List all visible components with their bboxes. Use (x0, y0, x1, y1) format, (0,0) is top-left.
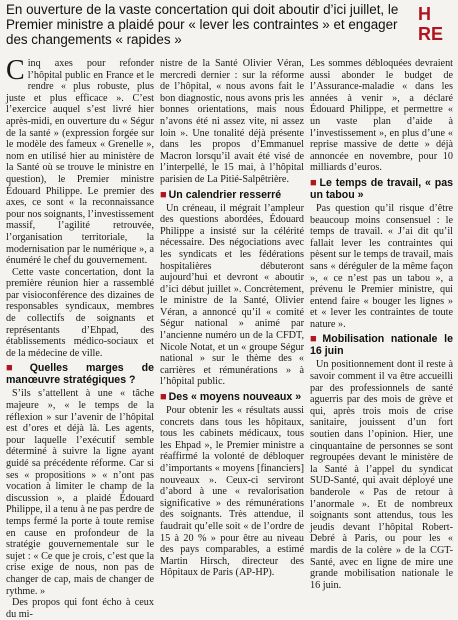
column-3 (310, 58, 453, 591)
subheading-text: Quelles marges de manœuvre stratégiques ? (6, 362, 154, 387)
article-body (4, 55, 453, 620)
side-headline-fragment (418, 4, 458, 44)
subheading (160, 189, 304, 201)
paragraph: Les sommes débloquées devraient aussi abonder le budget de l’Assurance-maladie « dans les années à venir », a déclaré Édouard Philippe, et permettre « un vaste plan d’aide à l’investissement », en plus d’une « reprise massive de dette » déjà annoncée en novembre, pour 10 milliards d’euros. (310, 58, 453, 174)
drop-cap: C (6, 55, 25, 86)
subheading (6, 362, 154, 386)
subheading-text: Des « moyens nouveaux » (168, 391, 302, 404)
paragraph: Des propos qui font écho à ceux du mi- (6, 597, 154, 620)
subheading-text: Mobilisation nationale le 16 juin (310, 333, 453, 358)
paragraph: Un créneau, il mégrait l’ampleur des questions abordées, Édouard Philippe a insisté sur la célérité nécessaire. Des négociations avec les syndicats et les fédérations hospitalières débuteront aujourd’hui et devront « aboutir d’ici début juillet ». Concrètement, le ministre de la Santé, Olivier Véran, a annoncé qu’il « comité Ségur national » animé par l’ancienne numéro un de la CFDT, Nicole Notat, et un « groupe Ségur national » sur le thème des « carrières et rémunérations » à l’hôpital public. (160, 202, 304, 388)
bullet-icon: ■ (6, 362, 28, 375)
article-headline: En ouverture de la vaste concertation qui doit aboutir d’ici juillet, le Premier ministre a plaidé pour « lever les contraintes » et engager des changements « rapides » (6, 2, 399, 48)
paragraph: Cette vaste concertation, dont la première réunion hier a rassemblé par visioconférence des dizaines de responsables syndicaux, membres de collectifs de soignants et représentants d’Ehpad, des établissements médico-sociaux et de la médecine de ville. (6, 266, 154, 359)
paragraph: Pas question qu’il risque d’être beaucoup moins consensuel : le temps de travail. « J’ai dit qu’il fallait lever les contraintes qui pèsent sur le temps de travail, mais sans « déréguler de la même façon », « ce n’est pas un tabou », a prévenu le Premier ministre, qui entend faire « bouger les lignes » et « lever les contraintes de toute nature ». (310, 202, 453, 330)
bullet-icon: ■ (160, 188, 167, 201)
bullet-icon: ■ (160, 391, 167, 404)
subheading (160, 391, 304, 403)
bullet-icon: ■ (310, 176, 318, 189)
subheading-text: Le temps de travail, « pas un tabou » (310, 176, 453, 201)
paragraph: S’ils s’attellent à une « tâche majeure », « le temps de la réflexion » sur l’avenir de l’hôpital est d’ores et déjà là. Les agents, pour laquelle l’exécutif semble déterminé à suivre la ligne ayant guidé sa précédente réforme. Car si ses « propositions » « n’ont pas vocation à limiter le champ de la discussion », a plaidé Édouard Philippe, il a tenu à ne pas perdre de temps fermé la porte à toute remise en cause en profondeur de la stratégie gouvernementale sur le sujet : « Ce que je crois, c’est que la crise exige de nous, non pas de changer de cap, mais de changer de rythme. » (6, 388, 154, 597)
paragraph: Un positionnement dont il reste à savoir comment il va être accueilli par des professionnels de santé aguerris par des mois de grève et qui, après trois mois de crise sanitaire, jouissent d’un fort soutien dans l’opinion. Hier, une cinquantaine de personnes se sont regroupées devant le ministère de la Santé à l’appel du syndicat SUD-Santé, qui avait déployé une banderole « Pas de retour à l’anormale ». Et de nombreux soignants sont attendus, tous les jeudis devant l’hôpital Robert-Debré à Paris, ou pour les « mardis de la colère » de la CGT-Santé, avec en ligne de mire une grande mobilisation nationale le 16 juin. (310, 359, 453, 591)
column-2 (160, 58, 304, 579)
paragraph: nistre de la Santé Olivier Véran, mercredi dernier : sur la réforme de l’hôpital, « nous avons fait le bon diagnostic, nous avons pris les bonnes orientations, mais nous n’avons été ni assez vite, ni assez loin ». Une tonalité déjà présente dans les propos d’Emmanuel Macron lorsqu’il avait été visé de l’interpellé, le 15 mai, à l’hôpital parisien de La Pitié-Salpêtrière. (160, 58, 304, 185)
subheading (310, 333, 453, 357)
column-1 (6, 55, 154, 620)
bullet-icon: ■ (310, 333, 321, 346)
subheading (310, 177, 453, 201)
paragraph: inq axes pour refonder l’hôpital public en France et le rendre « plus robuste, plus juste et plus efficace ». C’est l’exercice auquel s’est livré hier après-midi, en ouverture du « Ségur de la santé » (expression forgée sur le modèle des fameux « Grenelle », nom en utilisé hier au ministère de la Santé où se trouve le ministre en question), le Premier ministre Édouard Philippe. Le premier des axes, ce sont « la reconnaissance pour nos soignants, l’investissement massif, l’agilité retrouvée, l’organisation territoriale, la modernisation par le numérique », a énuméré le chef du gouvernement. (6, 58, 154, 267)
side-fragment-line-1: H (418, 4, 431, 24)
paragraph: Pour obtenir les « résultats aussi concrets dans tous les hôpitaux, tous les cabinets médicaux, tous les Ehpad », le Premier ministre a réaffirmé la volonté de débloquer d’importants « moyens [financiers] nouveaux ». Ceux-ci serviront d’abord à une « revalorisation significative » des rémunérations des soignants. Très attendue, il faudrait qu’elle soit « de l’ordre de 15 à 20 % » pour être au niveau des pays comparables, a estimé Martin Hirsch, directeur des Hôpitaux de Paris (AP-HP). (160, 405, 304, 579)
side-fragment-line-2: RE (418, 24, 444, 44)
subheading-text: Un calendrier resserré (168, 188, 282, 201)
